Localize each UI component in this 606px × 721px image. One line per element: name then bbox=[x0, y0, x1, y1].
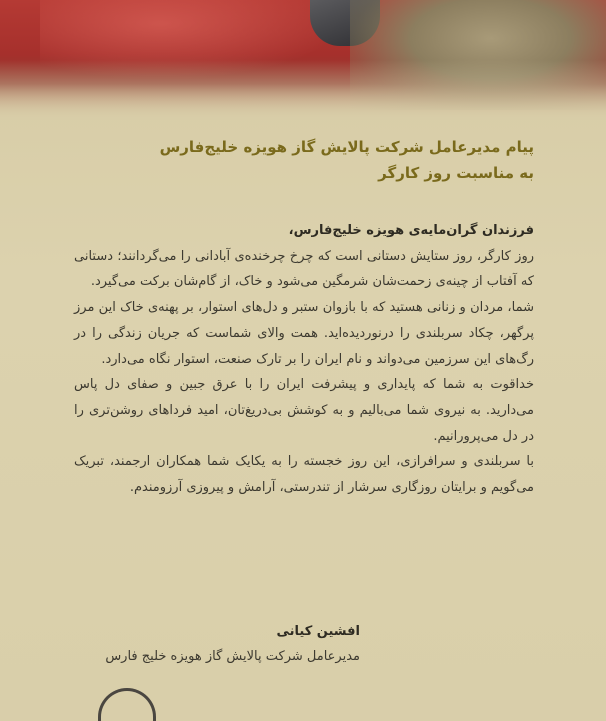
photo-fade bbox=[0, 60, 606, 120]
paragraph-3: خداقوت به شما که پایداری و پیشرفت ایران را با عرق جبین و صفای دل پاس می‌دارید. به نیروی شما می‌بالیم و به کوشش بی‌دریغ‌تان، امید فرداهای روشن‌تری را در دل می‌پرورانیم. bbox=[74, 377, 534, 444]
title-line-2: به مناسبت روز کارگر bbox=[378, 164, 534, 182]
title-line-1: پیام مدیرعامل شرکت پالایش گاز هویزه خلیج‌فارس bbox=[159, 138, 534, 156]
header-photo bbox=[0, 0, 606, 120]
signer-role: مدیرعامل شرکت پالایش گاز هویزه خلیج فارس bbox=[105, 649, 360, 664]
message-body bbox=[74, 218, 534, 501]
paragraph-4: با سربلندی و سرافرازی، این روز خجسته را به یکایک شما همکاران ارجمند، تبریک می‌گویم و برایتان روزگاری سرشار از تندرستی، آرامش و پیروزی آرزومندم. bbox=[74, 454, 534, 496]
greeting: فرزندان گران‌مایه‌ی هویزه خلیج‌فارس، bbox=[288, 223, 534, 238]
signature-block bbox=[60, 620, 360, 670]
paragraph-1: روز کارگر، روز ستایش دستانی است که چرخ چرخنده‌ی آبادانی را می‌گردانند؛ دستانی که آفتاب از چینه‌ی زحمت‌شان شرمگین می‌شود و خاک، از گام‌شان برکت می‌گیرد. bbox=[74, 248, 534, 290]
signer-name: افشین کیانی bbox=[276, 624, 360, 639]
page-title bbox=[74, 134, 534, 186]
company-logo-icon bbox=[98, 688, 156, 721]
paragraph-2: شما، مردان و زنانی هستید که با بازوان ستبر و دل‌های استوار، بر پهنه‌ی خاک این مرز پرگهر، چکاد سربلندی را درنوردیده‌اید. همت والای شماست که جریان زندگی را در رگ‌های این سرزمین می‌دواند و نام ایران را بر تارک صنعت، استوار نگاه می‌دارد. bbox=[74, 300, 534, 367]
